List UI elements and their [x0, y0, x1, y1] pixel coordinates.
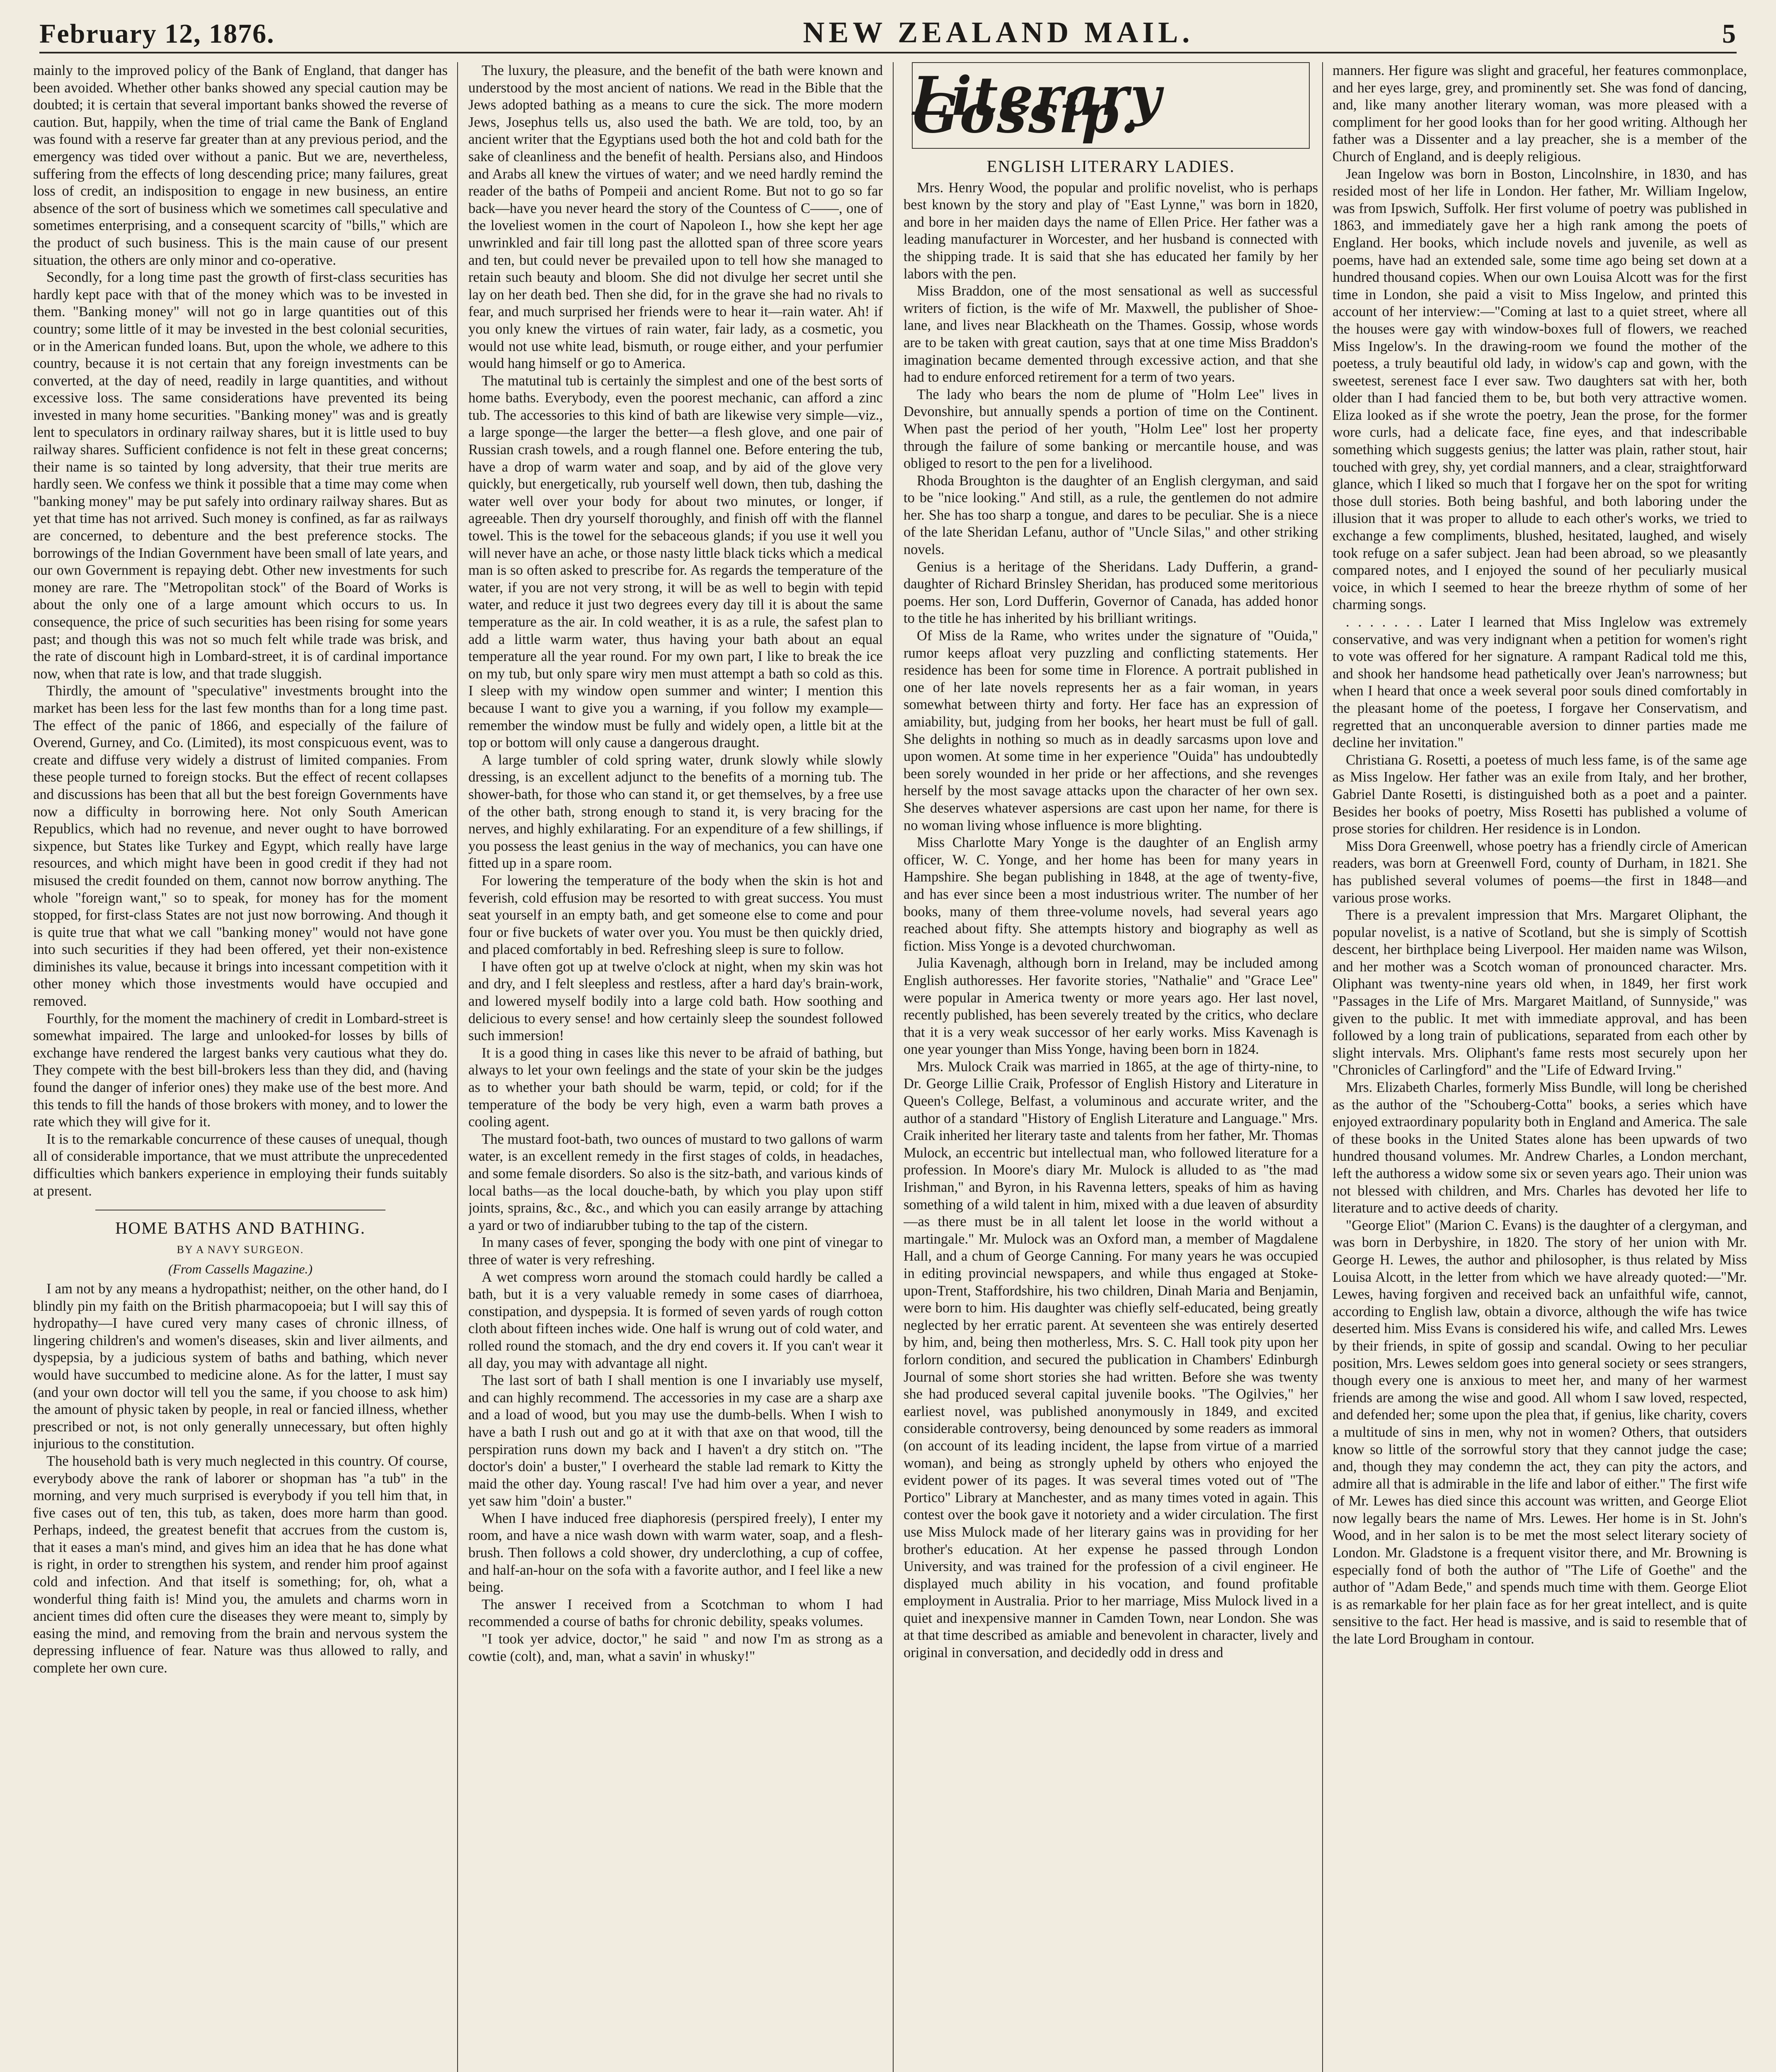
article-title-literary-ladies: ENGLISH LITERARY LADIES. — [986, 157, 1235, 176]
issue-date: February 12, 1876. — [39, 19, 275, 49]
paragraph: The lady who bears the nom de plume of "Holm Lee" lives in Devonshire, but annually spends a portion of time on the Continent. When past the period of her youth, "Holm Lee" lost her property through the failure of some banking or mercantile house, and was obliged to resort to the pen for a livelihood. — [904, 386, 1318, 472]
paragraph: It is to the remarkable concurrence of these causes of unequal, though all of considerable importance, that we must attribute the unprecedented difficulties which bankers experience in employing their funds suitably at present. — [33, 1131, 448, 1199]
paragraph: Miss Dora Greenwell, whose poetry has a friendly circle of American readers, was born at Greenwell Ford, county of Durham, in 1821. She has published several volumes of poems—the first in 1848—and various prose works. — [1333, 838, 1747, 906]
paragraph: mainly to the improved policy of the Bank of England, that danger has been avoided. Whether other banks showed any special caution may be doubted; it is certain that several important banks showed the reverse of caution. But, happily, when the time of trial came the Bank of England was found with a reserve far greater than at any previous period, and the emergency was tided over without a panic. But we are, nevertheless, suffering from the effects of long descending price; many failures, great loss of credit, an indisposition to engage in new business, an entire absence of the sort of business which we sometimes call speculative and sometimes enterprising, and a consequent scarcity of "bills," which are the product of such business. This is the main cause of our present situation, the others are only minor and co-operative. — [33, 63, 448, 268]
article-source: (From Cassells Magazine.) — [168, 1261, 313, 1277]
article-byline: BY A NAVY SURGEON. — [177, 1243, 304, 1256]
paragraph: . . . . . . . Later I learned that Miss Inglelow was extremely conservative, and was very indignant when a petition for women's right to vote was offered for her signature. A rampant Radical told me this, and shook her handsome head pathetically over Jean's narrowness; but when I heard that once a week several poor souls dined comfortably in the pleasant home of the poetess, I forgave her Conservatism, and regretted that an unconquerable aversion to dinner parties made me decline her invitation." — [1333, 614, 1747, 751]
masthead-rule — [39, 52, 1737, 53]
column-1 — [33, 62, 448, 2072]
column-2 — [468, 62, 883, 2072]
paragraph: Mrs. Henry Wood, the popular and prolific novelist, who is perhaps best known by the story and play of "East Lynne," was born in 1820, and bore in her maiden days the name of Ellen Price. Her father was a leading manufacturer in Worcester, and her husband is connected with the shipping trade. It is said that she has educated her family by her labors with the pen. — [904, 179, 1318, 282]
paragraph: I am not by any means a hydropathist; neither, on the other hand, do I blindly pin my faith on the British pharmacopoeia; but I will say this of hydropathy—I have cured very many cases of chronic illness, of lingering children's and women's diseases, skin and liver ailments, and dyspepsia, by a judicious system of baths and bathing, which never would have succumbed to medicine alone. As for the latter, I must say (and your own doctor will tell you the same, if you choose to ask him) the amount of physic taken by people, in real or fancied illness, whether prescribed or not, is not only generally unnecessary, but often highly injurious to the constitution. — [33, 1280, 448, 1452]
column-3 — [904, 62, 1318, 2072]
paragraph: Christiana G. Rosetti, a poetess of much less fame, is of the same age as Miss Ingelow. Her father was an exile from Italy, and her brother, Gabriel Dante Rosetti, is distinguished both as a poet and a painter. Besides her books of poetry, Miss Rosetti has published a volume of prose stories for children. Her residence is in London. — [1333, 752, 1747, 837]
column-divider — [457, 62, 458, 2072]
column-divider — [1322, 62, 1323, 2072]
column-4 — [1333, 62, 1747, 2072]
paragraph: Secondly, for a long time past the growth of first-class securities has hardly kept pace with that of the money which was to be invested in them. "Banking money" will not go in large quantities out of this country; some little of it may be invested in the best colonial securities, or in the American funded loans. But, upon the whole, we adhere to this country, because it is not certain that any foreign investments can be converted, at the day of need, readily in large quantities, and without excessive loss. The same considerations have prevented its being invested in many home securities. "Banking money" was and is greatly lent to speculators in ordinary railway shares, but it is little used to buy railway shares. Sufficient confidence is not felt in these great concerns; their name is so tainted by long adversity, that their true merits are hardly seen. We confess we think it possible that a time may come when "banking money" may be put safely into ordinary railway shares. But as yet that time has not arrived. Such money is confined, as far as railways are concerned, to debenture and the best preference stocks. The borrowings of the Indian Government have been small of late years, and our own Government is repaying debt. Other new investments for such money are rare. The "Metropolitan stock" of the Board of Works is about the only one of a large amount which occurs to us. In consequence, the price of such securities has been rising for some years past; and though this was not so much felt while trade was brisk, and the rate of discount high in Lombard-street, it is of cardinal importance now, when that rate is low, and that trade sluggish. — [33, 269, 448, 682]
paragraph: The answer I received from a Scotchman to whom I had recommended a course of baths for chronic debility, speaks volumes. — [468, 1596, 883, 1630]
paragraph: Rhoda Broughton is the daughter of an English clergyman, and said to be "nice looking." And still, as a rule, the gentlemen do not admire her. She has too sharp a tongue, and dares to be peculiar. She is a niece of the late Sheridan Lefanu, author of "Uncle Silas," and other striking novels. — [904, 472, 1318, 558]
paragraph: Fourthly, for the moment the machinery of credit in Lombard-street is somewhat impaired. The large and unlooked-for losses by bills of exchange have rendered the largest banks very cautious what they do. They compete with the best bill-brokers less than they did, and (having found the danger of inferior ones) they make use of the best more. And this tends to fill the hands of those brokers with money, and to lower the rate which they will give for it. — [33, 1010, 448, 1130]
paragraph: A wet compress worn around the stomach could hardly be called a bath, but it is a very valuable remedy in some cases of diarrhoea, constipation, and dyspepsia. It is formed of seven yards of rough cotton cloth about fifteen inches wide. One half is wrung out of cold water, and rolled round the stomach, and the dry end covers it. If you can't wear it all day, you may with advantage all night. — [468, 1269, 883, 1371]
paragraph: Julia Kavenagh, although born in Ireland, may be included among English authoresses. Her favorite stories, "Nathalie" and "Grace Lee" were popular in America twenty or more years ago. Her last novel, recently published, has been severely treated by the critics, who declare that it is a very weak successor of her early works. Miss Kavenagh is one year younger than Miss Yonge, having been born in 1824. — [904, 955, 1318, 1058]
paragraph: The household bath is very much neglected in this country. Of course, everybody above the rank of laborer or shopman has "a tub" in the morning, and very much surprised is everybody if you tell him that, in five cases out of ten, this tub, as taken, does more harm than good. Perhaps, indeed, the greatest benefit that accrues from the custom is, that it eases a man's mind, and gives him an idea that he has done what is right, in order to strengthen his system, and render him proof against cold and infection. And that itself is something; for, oh, what a wonderful thing faith is! Mind you, the amulets and charms worn in ancient times did often cure the diseases they were meant to, simply by easing the mind, and removing from the brain and nervous system the depressing influence of fear. Nature was thus allowed to rally, and complete her own cure. — [33, 1453, 448, 1676]
paragraph: A large tumbler of cold spring water, drunk slowly while slowly dressing, is an excellent adjunct to the benefits of a morning tub. The shower-bath, for those who can stand it, or get themselves, by a free use of the other bath, strong enough to stand it, is very bracing for the nerves, and highly exhilarating. For an expenditure of a few shillings, if you possess the least genius in the way of mechanics, you can have one fitted up in a spare room. — [468, 752, 883, 871]
paragraph: I have often got up at twelve o'clock at night, when my skin was hot and dry, and I felt sleepless and restless, after a hard day's brain-work, and lowered myself bodily into a large cold bath. How soothing and delicious to every sense! and how certainly sleep the soundest followed such immersion! — [468, 959, 883, 1044]
paragraph: For lowering the temperature of the body when the skin is hot and feverish, cold effusion may be resorted to with great success. You must seat yourself in an empty bath, and get someone else to come and pour four or five buckets of water over you. You must be then quickly dried, and placed comfortably in bed. Refreshing sleep is sure to follow. — [468, 872, 883, 958]
paragraph: When I have induced free diaphoresis (perspired freely), I enter my room, and have a nice wash down with warm water, soap, and a flesh-brush. Then follows a cold shower, dry underclothing, a cup of coffee, and half-an-hour on the sofa with a favorite author, and I feel like a new being. — [468, 1510, 883, 1595]
paragraph: Of Miss de la Rame, who writes under the signature of "Ouida," rumor keeps afloat very puzzling and conflicting statements. Her residence has been for some time in Florence. A portrait published in one of her late novels represents her as a fair woman, in years somewhat between thirty and forty. Her face has an expression of amiability, but, judging from her books, her heart must be full of gall. She delights in nothing so much as in deadly sarcasms upon love and upon women. At some time in her experience "Ouida" has undoubtedly been sorely wounded in her pride or her affections, and she revenges herself by the most savage attacks upon the character of her own sex. She deserves whatever aspersions are cast upon her name, for there is no woman living whose influence is more blighting. — [904, 628, 1318, 833]
column-divider — [893, 62, 894, 2072]
paragraph: The mustard foot-bath, two ounces of mustard to two gallons of warm water, is an excellent remedy in the first stages of colds, in headaches, and some female disorders. So also is the sitz-bath, and various kinds of local baths—as the local douche-bath, by which you play upon stiff joints, sprains, &c., &c., and which you can easily arrange by attaching a yard or two of indiarubber tubing to the tap of the cistern. — [468, 1131, 883, 1233]
paragraph: Miss Braddon, one of the most sensational as well as successful writers of fiction, is the wife of Mr. Maxwell, the publisher of Shoe-lane, and lives near Blackheath on the Thames. Gossip, whose words are to be taken with great caution, says that at one time Miss Braddon's imagination became demented through excessive action, and that she had to endure enforced retirement for a term of two years. — [904, 283, 1318, 385]
paragraph: The last sort of bath I shall mention is one I invariably use myself, and can highly recommend. The accessories in my case are a sharp axe and a load of wood, but you may use the dumb-bells. When I wish to have a bath I rush out and go at it with that axe on that wood, till the perspiration runs down my back and I haven't a dry stitch on. "The doctor's doin' a buster," I overheard the stable lad remark to Kitty the maid the other day. Young rascal! I've had him over a year, and never yet saw him "doin' a buster." — [468, 1372, 883, 1509]
paragraph: Mrs. Elizabeth Charles, formerly Miss Bundle, will long be cherished as the author of the "Schouberg-Cotta" books, a series which have enjoyed extraordinary popularity both in England and America. The sale of these books in the United States alone has been upwards of two hundred thousand volumes. Mr. Andrew Charles, a London merchant, left the authoress a widow some six or seven years ago. Their union was not blessed with children, and Mrs. Charles has devoted her life to literature and to active deeds of charity. — [1333, 1080, 1747, 1216]
paragraph: Jean Ingelow was born in Boston, Lincolnshire, in 1830, and has resided most of her life in London. Her father, Mr. William Ingelow, was from Ipswich, Suffolk. Her first volume of poetry was published in 1863, and immediately gave her a high rank among the poets of England. Her books, which include novels and juvenile, as well as poems, have had an extended sale, some time ago being set down at a hundred thousand copies. When our own Louisa Alcott was for the first time in London, she paid a visit to Miss Ingelow, and printed this account of her interview:—"Coming at last to a quiet street, where all the houses were gay with window-boxes full of flowers, we reached Miss Ingelow's. In the drawing-room we found the mother of the poetess, a truly beautiful old lady, in widow's cap and gown, with the sweetest, serenest face I ever saw. Two daughters sat with her, both older than I had fancied them to be, but both very attractive women. Eliza looked as if she wrote the poetry, Jean the prose, for the former wore curls, had a delicate face, fine eyes, and that indescribable something which suggests genius; the latter was plain, rather stout, hair touched with grey, shy, yet cordial manners, and a clear, straightforward glance, which I liked so much that I forgave her on the spot for writing those dull stories. Both being bashful, and both laboring under the illusion that it was proper to allude to each other's works, we tried to exchange a few compliments, blushed, hesitated, laughed, and wisely took refuge on a safer subject. Jean had been abroad, so we pleasantly compared notes, and I enjoyed the sound of her peculiarly musical voice, in which I seemed to hear the breeze rhythm of some of her charming songs. — [1333, 166, 1747, 613]
paragraph: manners. Her figure was slight and graceful, her features commonplace, and her eyes large, grey, and prominently set. She was fond of dancing, and, like many another literary woman, was more pleased with a compliment for her good looks than for her good writing. Although her father was a Dissenter and a lay preacher, she is a member of the Church of England, and is deeply religious. — [1333, 63, 1747, 165]
paragraph: Genius is a heritage of the Sheridans. Lady Dufferin, a grand-daughter of Richard Brinsley Sheridan, has produced some meritorious poems. Her son, Lord Dufferin, Governor of Canada, has added honor to the title he has inherited by his brilliant writings. — [904, 559, 1318, 627]
section-banner: Literary Gossip. — [912, 62, 1310, 149]
masthead — [39, 12, 1737, 50]
paragraph: Thirdly, the amount of "speculative" investments brought into the market has been less for the last few months than for a long time past. The effect of the panic of 1866, and especially of the failure of Overend, Gurney, and Co. (Limited), its most conspicuous event, was to create and diffuse very widely a distrust of limited companies. From these people turned to foreign stocks. But the effect of recent collapses and discussions has been that all but the best foreign Governments have now a difficulty in borrowing here. Not only South American Republics, which had no revenue, and never ought to have borrowed sixpence, but States like Turkey and Egypt, which really have large resources, and which might have been in good credit if they had not misused the credit founded on them, cannot now borrow anything. The whole "foreign want," so to speak, for money has for the moment stopped, for first-class States are not just now borrowing. And though it is quite true that what we call "banking money" would not have gone into such securities if they had been offered, yet their non-existence diminishes its value, because it brings into incessant competition with it other money which those investments would have occupied and removed. — [33, 683, 448, 1009]
paragraph: The matutinal tub is certainly the simplest and one of the best sorts of home baths. Everybody, even the poorest mechanic, can afford a zinc tub. The accessories to this kind of bath are likewise very simple—viz., a large sponge—the larger the better—a flesh glove, and one pair of Russian crash towels, and a rough flannel one. Before entering the tub, have a drop of warm water and soap, and by aid of the glove very quickly, but energetically, rub yourself well down, then tub, dashing the water well over your body for about two minutes, or longer, if agreeable. Then dry yourself thoroughly, and finish off with the flannel towel. This is the towel for the sebaceous glands; if you use it well you will never have an ache, or those nasty little black ticks which a medical man is so often asked to prescribe for. As regards the temperature of the water, if you are not very strong, it will be as well to begin with tepid water, and reduce it just two degrees every day till it is about the same temperature as the air. In cold weather, it is as a rule, the safest plan to add a little warm water, thus having your bath about an equal temperature all the year round. For my own part, I like to break the ice on my tub, but only spare wiry men must attempt a bath so cold as this. I sleep with my window open summer and winter; I mention this because I want to give you a warning, if you follow my example—remember the window must be fully and widely open, a little bit at the top or bottom will only cause a dangerous draught. — [468, 373, 883, 751]
paragraph: Mrs. Mulock Craik was married in 1865, at the age of thirty-nine, to Dr. George Lillie Craik, Professor of English History and Literature in Queen's College, Belfast, a voluminous and accurate writer, and the author of a standard "History of English Literature and Language." Mrs. Craik inherited her literary taste and talents from her father, Mr. Thomas Mulock, an eccentric but intellectual man, who followed literature for a profession. In Moore's diary Mr. Mulock is alluded to as "the mad Irishman," and Byron, in his Ravenna letters, speaks of him as having something of a wild talent in him, mixed with a due leaven of absurdity—as there must be in all talent let loose in the world without a martingale." Mr. Mulock was an Oxford man, a member of Magdalene Hall, and a chum of George Canning. For many years he was occupied in editing provincial newspapers, and while thus engaged at Stoke-upon-Trent, Staffordshire, his two children, Dinah Maria and Benjamin, were born to him. His daughter was chiefly self-educated, being greatly neglected by her erratic parent. At seventeen she was entirely deserted by him, and, being then motherless, Mrs. S. C. Hall took pity upon her forlorn condition, and secured the publication in Chambers' Edinburgh Journal of some short stories she had written. Before she was twenty she had produced several capital juvenile books. "The Ogilvies," her earliest novel, was published anonymously in 1849, and excited considerable controversy, being denounced by some readers as immoral (on account of its leading incident, the lapse from virtue of a married woman), and being as strongly upheld by others who enjoyed the evident power of its pages. It was several times voted out of "The Portico" Library at Manchester, and as many times voted in again. This contest over the book gave it notoriety and a wider circulation. The first use Miss Mulock made of her literary gains was in providing for her brother's education. At her expense he passed through London University, and was trained for the profession of a civil engineer. He displayed much ability in his vocation, and found profitable employment in Australia. Prior to her marriage, Miss Mulock lived in a quiet and inexpensive manner in Camden Town, near London. She was at that time described as amiable and benevolent in character, lively and original in conversation, and decidedly odd in dress and — [904, 1058, 1318, 1661]
paragraph: "I took yer advice, doctor," he said " and now I'm as strong as a cowtie (colt), and, man, what a savin' in whusky!" — [468, 1631, 883, 1664]
paragraph: The luxury, the pleasure, and the benefit of the bath were known and understood by the most ancient of nations. We read in the Bible that the Jews adopted bathing as a means to cure the sick. The more modern Jews, Josephus tells us, also used the bath. We are told, too, by an ancient writer that the Egyptians used both the hot and cold bath for the sake of cleanliness and the benefit of health. Persians also, and Hindoos and Arabs all knew the virtues of water; and we need hardly remind the reader of the baths of Pompeii and ancient Rome. But not to go so far back—have you never heard the story of the Countess of C——, one of the loveliest women in the court of Napoleon I., how she kept her age unwrinkled and fair till long past the allotted span of three score years and ten, but could never be prevailed upon to tell how she managed to retain such beauty and bloom. She did not divulge her secret until she lay on her death bed. Then she did, for in the grave she had no rivals to fear, and much surprised her friends were to hear it—rain water. Ah! if you only knew the virtues of rain water, fair lady, as a cosmetic, you would not use white lead, bismuth, or rouge either, and your perfumier would hang himself or go to America. — [468, 63, 883, 372]
paragraph: There is a prevalent impression that Mrs. Margaret Oliphant, the popular novelist, is a native of Scotland, but she is simply of Scottish descent, her birthplace being Liverpool. Her maiden name was Wilson, and her mother was a Scotch woman of pronounced character. Mrs. Oliphant was twenty-nine years old when, in 1849, her first work "Passages in the Life of Mrs. Margaret Maitland, of Sunnyside," was given to the public. It met with immediate approval, and has been followed by a long train of publications, separated from each other by slight intervals. Mrs. Oliphant's fame rests most securely upon her "Chronicles of Carlingford" and the "Life of Edward Irving." — [1333, 907, 1747, 1078]
page-number: 5 — [1722, 19, 1737, 49]
article-title-home-baths: HOME BATHS AND BATHING. — [115, 1218, 366, 1238]
paragraph: It is a good thing in cases like this never to be afraid of bathing, but always to let your own feelings and the state of your skin be the judges as to whether your bath should be warm, tepid, or cold; for if the temperature of the body be very high, even a warm bath proves a cooling agent. — [468, 1045, 883, 1130]
paragraph: "George Eliot" (Marion C. Evans) is the daughter of a clergyman, and was born in Derbyshire, in 1820. The story of her union with Mr. George H. Lewes, the author and philosopher, is thus related by Miss Louisa Alcott, in the letter from which we have already quoted:—"Mr. Lewes, having forgiven and received back an unfaithful wife, cannot, according to English law, obtain a divorce, although the wife has twice deserted him. Miss Evans is considered his wife, and called Mrs. Lewes by their friends, in spite of gossip and scandal. Owing to her peculiar position, Mrs. Lewes seldom goes into general society or sees strangers, though every one is anxious to meet her, and many of her warmest friends are among the wise and good. All whom I saw loved, respected, and defended her; some upon the plea that, if genius, like charity, covers a multitude of sins in men, why not in women? Others, that outsiders know so little of the sorrowful story that they cannot judge the case; and, though they may condemn the act, they can pity the actors, and admire all that is admirable in the life and labor of either." The first wife of Mr. Lewes has died since this account was written, and George Eliot now legally bears the name of Mrs. Lewes. Her home is in St. John's Wood, and in her salon is to be met the most select literary society of London. Mr. Gladstone is a frequent visitor there, and Mr. Browning is especially fond of both the author of "The Life of Goethe" and the author of "Adam Bede," and spends much time with them. George Eliot is as remarkable for her plain face as for her great intellect, and is quite sensitive to the fact. Her head is massive, and is said to resemble that of the late Lord Brougham in contour. — [1333, 1217, 1747, 1647]
paragraph: In many cases of fever, sponging the body with one pint of vinegar to three of water is very refreshing. — [468, 1234, 883, 1268]
paragraph: Miss Charlotte Mary Yonge is the daughter of an English army officer, W. C. Yonge, and her home has been for many years in Hampshire. She began publishing in 1848, at the age of twenty-five, and has ever since been a most industrious writer. The number of her books, many of them three-volume novels, had several years ago reached about fifty. She attempts history and biography as well as fiction. Miss Yonge is a devoted churchwoman. — [904, 835, 1318, 954]
paper-title: NEW ZEALAND MAIL. — [803, 16, 1194, 49]
